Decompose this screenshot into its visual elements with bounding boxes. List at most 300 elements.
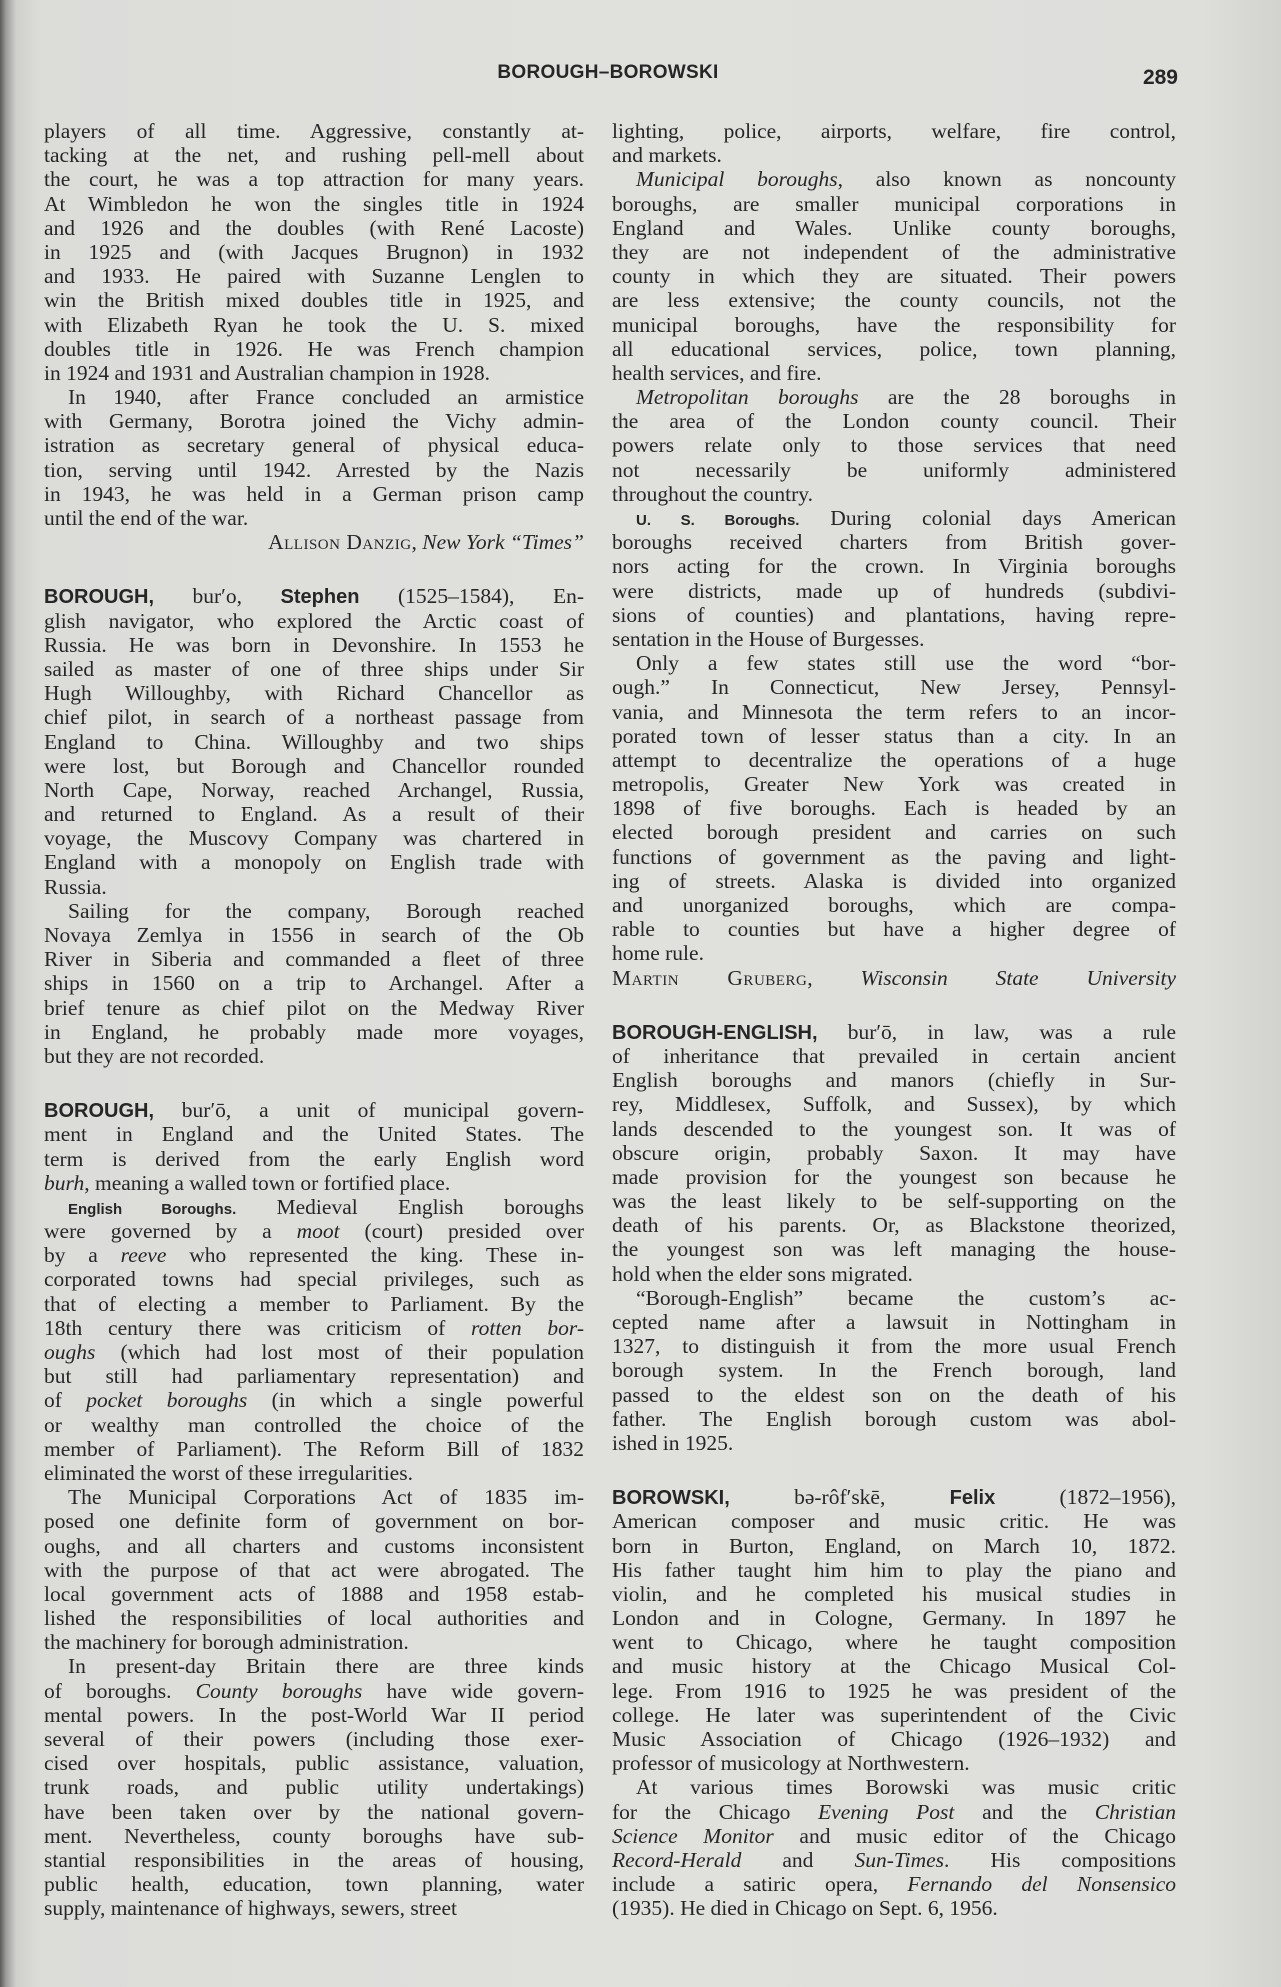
text-line — [44, 530, 584, 554]
text-line — [44, 754, 584, 778]
text-line — [44, 1606, 584, 1630]
text-line — [44, 361, 584, 385]
text-line — [44, 313, 584, 337]
text-run: passed to the eldest son on the death of his — [612, 1382, 1176, 1407]
text-run: supply, maintenance of highways, sewers, street — [44, 1896, 457, 1921]
text-run: the court, he was a top attraction for many years. — [44, 167, 584, 192]
paragraph — [612, 385, 1176, 506]
text-line — [612, 554, 1176, 578]
text-run: During colonial days American — [799, 506, 1176, 530]
text-run: voyage, the Muscovy Company was chartered in — [44, 826, 584, 851]
text-run: mental powers. In the post-World War II period — [44, 1702, 584, 1727]
text-line — [612, 1044, 1176, 1068]
text-run: rey, Middlesex, Suffolk, and Sussex), by which — [612, 1092, 1176, 1117]
text-run: functions of government as the paving and light- — [612, 844, 1176, 869]
text-line — [44, 730, 584, 754]
page-header — [0, 62, 1281, 92]
text-line — [44, 1509, 584, 1533]
text-run: tion, serving until 1942. Arrested by the Nazis — [44, 457, 584, 482]
text-line — [612, 1310, 1176, 1334]
text-run: in 1924 and 1931 and Australian champion in 1928. — [44, 360, 491, 385]
text-line — [612, 1286, 1176, 1310]
text-run: porated town of lesser status than a city. In an — [612, 723, 1176, 748]
text-run: but they are not recorded. — [44, 1043, 265, 1068]
text-line — [44, 288, 584, 312]
text-run: , — [411, 530, 423, 555]
text-run: cepted name after a lawsuit in Nottingham in — [612, 1310, 1176, 1334]
text-line — [612, 530, 1176, 554]
text-run: went to Chicago, where he taught composition — [612, 1630, 1176, 1655]
text-run: sions of counties) and plantations, having repre- — [612, 602, 1176, 627]
text-line — [44, 850, 584, 874]
text-run: or wealthy man controlled the choice of the — [44, 1412, 584, 1437]
text-run: North Cape, Norway, reached Archangel, Russia, — [44, 777, 584, 802]
text-run: and music history at the Chicago Musical Col- — [612, 1654, 1176, 1679]
text-run: doubles title in 1926. He was French champion — [44, 336, 584, 361]
text-line — [612, 361, 1176, 385]
right-column — [612, 119, 1176, 1921]
text-run: ment in England and the United States. The — [44, 1122, 584, 1147]
text-line — [44, 1098, 584, 1122]
text-line — [44, 1800, 584, 1824]
text-line — [44, 143, 584, 167]
text-line — [612, 651, 1176, 675]
text-run: until the end of the war. — [44, 506, 249, 530]
text-run: Russia. — [44, 874, 107, 899]
text-run: and returned to England. As a result of their — [44, 802, 584, 827]
text-line — [612, 313, 1176, 337]
text-line — [612, 966, 1176, 990]
text-line — [612, 216, 1176, 240]
text-line — [612, 482, 1176, 506]
italic-text: Record-Herald — [612, 1847, 742, 1872]
text-run: (court) presided over — [339, 1219, 584, 1244]
section-subhead: English Boroughs. — [68, 1200, 237, 1218]
text-line — [44, 1020, 584, 1044]
text-line — [44, 1122, 584, 1146]
text-line — [612, 1727, 1176, 1751]
text-run: elected borough president and carries on such — [612, 820, 1176, 845]
text-run: and music editor of the Chicago — [773, 1823, 1176, 1848]
text-line — [44, 409, 584, 433]
text-run: home rule. — [612, 941, 704, 966]
text-run: posed one definite form of government on bor- — [44, 1509, 584, 1534]
text-run: were lost, but Borough and Chancellor rounded — [44, 753, 584, 778]
text-run: have been taken over by the national govern- — [44, 1799, 584, 1824]
text-line — [612, 119, 1176, 143]
text-run: bur′o, — [154, 584, 281, 609]
text-run: Music Association of Chicago (1926–1932) and — [612, 1727, 1176, 1751]
text-run: member of Parliament). The Reform Bill of 1832 — [44, 1436, 584, 1461]
text-line — [44, 657, 584, 681]
text-run: public health, education, town planning, water — [44, 1872, 584, 1897]
text-run: cised over hospitals, public assistance, valuation, — [44, 1751, 584, 1776]
text-line — [44, 264, 584, 288]
left-column — [44, 119, 584, 1921]
text-line — [44, 1751, 584, 1775]
text-run: ough.” In Connecticut, New Jersey, Pennsyl- — [612, 675, 1176, 700]
text-run: lished the responsibilities of local authorities and — [44, 1606, 584, 1631]
text-line — [612, 143, 1176, 167]
text-line — [612, 1431, 1176, 1455]
text-line — [612, 1824, 1176, 1848]
italic-text: Science Monitor — [612, 1823, 774, 1848]
italic-text: reeve — [120, 1243, 167, 1268]
text-run: were districts, made up of hundreds (subdivi- — [612, 578, 1176, 603]
text-line — [612, 1068, 1176, 1092]
text-line — [44, 778, 584, 802]
text-line — [612, 409, 1176, 433]
text-line — [44, 1388, 584, 1412]
text-line — [612, 385, 1176, 409]
text-run: of — [44, 1388, 87, 1413]
text-line — [44, 1364, 584, 1388]
text-run: The Municipal Corporations Act of 1835 im- — [68, 1485, 584, 1510]
paragraph — [44, 899, 584, 1068]
text-line — [612, 1189, 1176, 1213]
text-run: ished in 1925. — [612, 1430, 734, 1455]
text-run: lege. From 1916 to 1925 he was president of the — [612, 1678, 1176, 1703]
text-line — [612, 1654, 1176, 1678]
author-name: Martin Gruberg — [612, 965, 808, 990]
italic-text: burh — [44, 1170, 85, 1195]
text-run: with the purpose of that act were abrogated. The — [44, 1557, 584, 1582]
text-line — [612, 1606, 1176, 1630]
text-run: were governed by a — [44, 1219, 297, 1244]
italic-text: Christian — [1094, 1799, 1176, 1824]
text-run: players of all time. Aggressive, constantly at- — [44, 119, 584, 143]
text-run: father. The English borough custom was abol- — [612, 1406, 1176, 1431]
text-line — [44, 1703, 584, 1727]
text-run: , — [807, 965, 861, 990]
paragraph — [44, 1654, 584, 1920]
paragraph — [44, 1195, 584, 1485]
text-run: 1898 of five boroughs. Each is headed by an — [612, 796, 1176, 821]
text-run: attempt to decentralize the operations of a huge — [612, 747, 1176, 772]
text-line — [612, 603, 1176, 627]
text-line — [612, 893, 1176, 917]
entry-headword: Felix — [949, 1487, 996, 1510]
paragraph — [612, 1775, 1176, 1920]
text-run: the youngest son was left managing the house- — [612, 1237, 1176, 1262]
text-run: In 1940, after France concluded an armistice — [68, 385, 584, 410]
text-run: chief pilot, in search of a northeast passage from — [44, 705, 584, 730]
text-run: glish navigator, who explored the Arctic coast of — [44, 608, 584, 633]
text-run: term is derived from the early English word — [44, 1146, 584, 1171]
text-run: all educational services, police, town planning, — [612, 336, 1176, 361]
text-line — [44, 337, 584, 361]
text-run: (1525–1584), En- — [359, 584, 584, 609]
text-run: borough system. In the French borough, land — [612, 1358, 1176, 1383]
text-run: not necessarily be uniformly administered — [612, 457, 1176, 482]
paragraph — [44, 385, 584, 530]
text-run: England and Wales. Unlike county boroughs, — [612, 215, 1176, 240]
entry-separator — [612, 1455, 1176, 1485]
text-line — [612, 1334, 1176, 1358]
running-head: BOROUGH–BOROWSKI — [497, 62, 719, 83]
text-line — [44, 1485, 584, 1509]
text-run: with Elizabeth Ryan he took the U. S. mixed — [44, 312, 584, 337]
text-line — [612, 1800, 1176, 1824]
text-line — [612, 192, 1176, 216]
text-run: corporated towns had special privileges, such as — [44, 1267, 584, 1292]
text-line — [44, 923, 584, 947]
text-line — [44, 1679, 584, 1703]
text-run: who represented the king. These in- — [166, 1243, 584, 1268]
text-run: (in which a single powerful — [247, 1388, 584, 1413]
text-run: oughs, and all charters and customs inconsistent — [44, 1533, 584, 1558]
paragraph — [612, 1286, 1176, 1455]
text-run: vania, and Minnesota the term refers to an incor- — [612, 699, 1176, 724]
text-line — [612, 1896, 1176, 1920]
text-run: ment. Nevertheless, county boroughs have sub- — [44, 1823, 584, 1848]
text-run: have wide govern- — [362, 1678, 584, 1703]
text-run: England with a monopoly on English trade with — [44, 850, 584, 875]
text-line — [44, 996, 584, 1020]
text-run: boroughs received charters from British gover- — [612, 530, 1176, 555]
text-line — [612, 506, 1176, 530]
text-line — [44, 681, 584, 705]
text-run: At Wimbledon he won the singles title in 1924 — [44, 191, 584, 216]
text-line — [44, 1340, 584, 1364]
text-line — [44, 1243, 584, 1267]
text-run: 1327, to distinguish it from the more usual French — [612, 1334, 1176, 1359]
text-run: England to China. Willoughby and two ships — [44, 729, 584, 754]
text-line — [44, 947, 584, 971]
paragraph — [612, 119, 1176, 167]
text-line — [44, 506, 584, 530]
text-line — [44, 1896, 584, 1920]
text-run: by a — [44, 1243, 121, 1268]
text-line — [612, 433, 1176, 457]
text-line — [612, 675, 1176, 699]
text-line — [44, 1044, 584, 1068]
italic-text: Sun-Times — [854, 1847, 945, 1872]
text-run: (1935). He died in Chicago on Sept. 6, 1956. — [612, 1896, 998, 1921]
text-line — [44, 119, 584, 143]
text-run: and the — [954, 1799, 1095, 1824]
text-line — [612, 627, 1176, 651]
text-run: win the British mixed doubles title in 1925, and — [44, 288, 584, 313]
italic-text: Fernando del Nonsensico — [907, 1872, 1176, 1897]
text-line — [612, 700, 1176, 724]
text-run: are the 28 boroughs in — [858, 385, 1177, 410]
text-line — [44, 1171, 584, 1195]
text-line — [612, 820, 1176, 844]
italic-text: Evening Post — [818, 1799, 955, 1824]
text-line — [612, 1848, 1176, 1872]
text-line — [612, 1534, 1176, 1558]
text-line — [612, 1358, 1176, 1382]
text-line — [612, 167, 1176, 191]
paragraph — [44, 1098, 584, 1195]
text-line — [44, 1558, 584, 1582]
section-subhead: U. S. Boroughs. — [636, 512, 800, 529]
text-line — [44, 633, 584, 657]
text-line — [612, 941, 1176, 965]
text-run: Sailing for the company, Borough reached — [68, 898, 584, 923]
entry-headword: BOROWSKI, — [612, 1487, 730, 1510]
italic-text: rotten bor- — [471, 1315, 584, 1340]
text-run: River in Siberia and commanded a fleet of three — [44, 947, 584, 972]
text-line — [44, 1630, 584, 1654]
text-run: local government acts of 1888 and 1958 estab- — [44, 1581, 584, 1606]
text-line — [612, 724, 1176, 748]
text-run: municipal boroughs, have the responsibility for — [612, 312, 1176, 337]
text-run: metropolis, Greater New York was created in — [612, 772, 1176, 797]
text-line — [612, 1407, 1176, 1431]
text-run: the machinery for borough administration. — [44, 1630, 409, 1655]
text-run: and unorganized boroughs, which are compa- — [612, 893, 1176, 917]
text-line — [44, 1824, 584, 1848]
text-run: that of electing a member to Parliament. By the — [44, 1291, 584, 1316]
text-run: hold when the elder sons migrated. — [612, 1261, 913, 1286]
italic-text: pocket boroughs — [86, 1388, 248, 1413]
text-line — [612, 337, 1176, 361]
text-line — [44, 1292, 584, 1316]
text-line — [44, 1195, 584, 1219]
page-number: 289 — [1142, 66, 1178, 89]
text-line — [612, 240, 1176, 264]
text-line — [612, 748, 1176, 772]
text-line — [612, 458, 1176, 482]
text-line — [612, 796, 1176, 820]
text-run: In present-day Britain there are three kinds — [68, 1654, 584, 1679]
text-run: Novaya Zemlya in 1556 in search of the Ob — [44, 923, 584, 947]
text-run: include a satiric opera, — [612, 1872, 908, 1897]
text-run: with Germany, Borotra joined the Vichy admin- — [44, 409, 584, 434]
text-run: , meaning a walled town or fortified place. — [84, 1170, 451, 1195]
entry-headword: Stephen — [280, 586, 360, 609]
text-run: ships in 1560 on a trip to Archangel. After a — [44, 971, 584, 996]
text-run: for the Chicago — [612, 1799, 819, 1824]
text-line — [612, 1558, 1176, 1582]
text-run: Hugh Willoughby, with Richard Chancellor as — [44, 681, 584, 706]
italic-text: Metropolitan boroughs — [636, 385, 859, 410]
text-run: Russia. He was born in Devonshire. In 1553 he — [44, 632, 584, 657]
text-run: powers relate only to those services that need — [612, 433, 1176, 458]
text-line — [612, 772, 1176, 796]
text-run: Medieval English boroughs — [236, 1194, 584, 1219]
text-line — [612, 1141, 1176, 1165]
text-run: . His compositions — [944, 1847, 1176, 1872]
italic-text: oughs — [44, 1340, 96, 1364]
text-line — [612, 869, 1176, 893]
author-signature — [44, 530, 584, 554]
paragraph — [612, 167, 1176, 385]
entry-separator — [612, 990, 1176, 1020]
text-run: 18th century there was criticism of — [44, 1315, 472, 1340]
text-run: and — [741, 1847, 855, 1872]
text-run: (which had lost most of their population — [95, 1340, 584, 1364]
text-line — [44, 609, 584, 633]
text-run: lands descended to the youngest son. It was of — [612, 1116, 1176, 1141]
text-line — [44, 1872, 584, 1896]
italic-text: Wisconsin State University — [860, 965, 1177, 990]
text-line — [612, 845, 1176, 869]
text-run: the area of the London county council. Their — [612, 409, 1176, 434]
text-line — [44, 1654, 584, 1678]
text-run: health services, and fire. — [612, 360, 822, 385]
text-run: are less extensive; the county councils, not the — [612, 288, 1176, 313]
text-line — [44, 971, 584, 995]
text-run: made provision for the youngest son because he — [612, 1164, 1176, 1189]
italic-text: moot — [296, 1219, 340, 1244]
text-run: London and in Cologne, Germany. In 1897 he — [612, 1606, 1176, 1631]
text-run: istration as secretary general of physical educa- — [44, 433, 584, 458]
text-line — [612, 1020, 1176, 1044]
text-run: sailed as master of one of three ships under Sir — [44, 656, 584, 681]
text-run: and 1933. He paired with Suzanne Lenglen to — [44, 264, 584, 289]
text-run: in 1943, he was held in a German prison camp — [44, 481, 584, 506]
italic-text: New York “Times” — [422, 530, 584, 555]
text-run: brief tenure as chief pilot on the Medway River — [44, 995, 584, 1020]
text-run: His father taught him him to play the piano and — [612, 1557, 1176, 1582]
text-run: obscure origin, probably Saxon. It may have — [612, 1140, 1176, 1165]
text-line — [44, 826, 584, 850]
text-line — [612, 1703, 1176, 1727]
text-line — [44, 1316, 584, 1340]
paragraph — [44, 584, 584, 898]
text-run: throughout the country. — [612, 481, 814, 506]
text-line — [44, 1582, 584, 1606]
text-line — [44, 240, 584, 264]
text-run: college. He later was superintendent of the Civic — [612, 1702, 1176, 1727]
text-run: ing of streets. Alaska is divided into organized — [612, 868, 1176, 893]
text-line — [44, 1147, 584, 1171]
text-line — [612, 1509, 1176, 1533]
entry-headword: BOROUGH, — [44, 1100, 154, 1123]
text-run: of inheritance that prevailed in certain ancient — [612, 1043, 1176, 1068]
text-line — [612, 1872, 1176, 1896]
text-run: was the least likely to be self-supporting on the — [612, 1189, 1176, 1214]
text-run: they are not independent of the administrative — [612, 239, 1176, 264]
text-run: and markets. — [612, 143, 722, 168]
text-line — [612, 1237, 1176, 1261]
author-name: Allison Danzig — [268, 530, 412, 555]
text-line — [44, 1848, 584, 1872]
text-run: sentation in the House of Burgesses. — [612, 626, 925, 651]
text-run: nors acting for the crown. In Virginia boroughs — [612, 554, 1176, 579]
text-run: and 1926 and the doubles (with René Lacoste) — [44, 215, 584, 240]
text-run: “Borough-English” became the custom’s ac- — [636, 1285, 1176, 1310]
text-run: rable to counties but have a higher degree of — [612, 917, 1176, 942]
text-run: several of their powers (including those exer- — [44, 1727, 584, 1751]
text-run: of boroughs. — [44, 1678, 196, 1703]
text-line — [612, 1165, 1176, 1189]
text-run: violin, and he completed his musical studies in — [612, 1581, 1176, 1606]
text-run: professor of musicology at Northwestern. — [612, 1751, 970, 1776]
text-run: eliminated the worst of these irregularities. — [44, 1460, 413, 1485]
text-line — [44, 458, 584, 482]
text-run: American composer and music critic. He was — [612, 1509, 1176, 1534]
text-line — [612, 1262, 1176, 1286]
text-line — [44, 875, 584, 899]
text-line — [612, 1383, 1176, 1407]
text-line — [44, 899, 584, 923]
text-run: bur′ō, a unit of municipal govern- — [154, 1098, 584, 1123]
text-line — [612, 1582, 1176, 1606]
italic-text: Municipal boroughs — [636, 167, 838, 192]
text-line — [44, 1413, 584, 1437]
text-line — [44, 705, 584, 729]
text-line — [44, 482, 584, 506]
text-line — [44, 216, 584, 240]
entry-separator — [44, 1068, 584, 1098]
text-run: trunk roads, and public utility undertakings) — [44, 1775, 584, 1800]
text-line — [44, 1219, 584, 1243]
text-line — [44, 1775, 584, 1799]
